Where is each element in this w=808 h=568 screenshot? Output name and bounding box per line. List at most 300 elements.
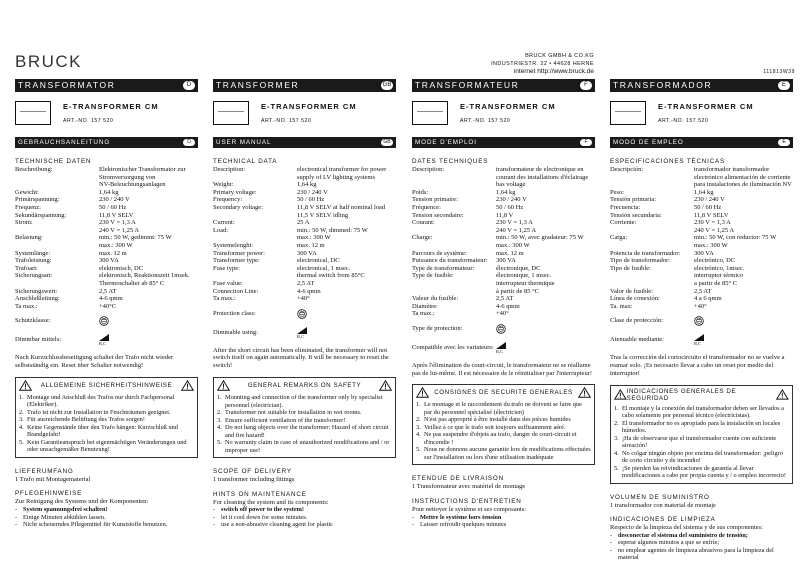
spec-value: 230 V = 1,3 A <box>496 219 533 227</box>
language-column-f <box>412 79 595 568</box>
spec-value: max.: 300 W <box>99 241 133 249</box>
safety-box <box>412 384 595 465</box>
spec-label: Current: <box>213 219 235 227</box>
care-item-text: Mettre le système hors tension <box>420 513 502 521</box>
spec-label: Ta max.: <box>15 302 38 310</box>
delivery-text: 1 transformador con material de montaje <box>610 501 716 509</box>
safety-item <box>614 405 789 420</box>
safety-item <box>217 417 392 425</box>
safety-item <box>614 420 789 435</box>
spec-value: min.: 50 W, dimmed: 75 W <box>297 226 368 234</box>
spec-row <box>610 196 793 204</box>
safety-box-title <box>614 388 789 402</box>
spec-label: Sicherungswert: <box>15 287 58 295</box>
protection-class-icon <box>694 316 704 326</box>
spec-value: transformador transformador <box>694 166 770 173</box>
spec-row <box>15 174 198 182</box>
warning-icon <box>776 389 789 400</box>
article-number: ART.-NO. 157 520 <box>63 118 114 124</box>
spec-row <box>15 280 198 288</box>
spec-label: Transformer type: <box>213 257 260 265</box>
spec-label <box>610 181 694 189</box>
manual-header-text: MODO DE EMPLEO <box>613 139 684 146</box>
language-badge: D <box>183 139 195 146</box>
spec-label <box>412 181 496 189</box>
care-dash: - <box>610 539 613 547</box>
safety-item <box>416 401 591 416</box>
protection-class-row <box>213 308 396 320</box>
dimmer-type-label: R,C <box>99 341 107 347</box>
spec-row <box>213 212 396 220</box>
manual-header-text: USER MANUAL <box>216 139 272 146</box>
warning-icon <box>578 387 591 398</box>
spec-label <box>412 227 496 235</box>
spec-row <box>610 288 793 296</box>
spec-row <box>412 204 595 212</box>
language-badge: D <box>183 81 195 90</box>
manual-header <box>213 137 396 148</box>
spec-label: Ta max.: <box>412 310 435 318</box>
safety-box <box>610 385 793 484</box>
spec-value: electronical transformer for power <box>297 166 387 173</box>
spec-row <box>610 257 793 265</box>
dimmer-icon <box>297 327 307 334</box>
language-badge: GB <box>381 139 393 146</box>
column-title-text: TRANSFORMER <box>216 80 300 90</box>
spec-value: max. 12 m <box>99 249 127 257</box>
safety-item-text: Für ausreichende Belüftung des Trafos sorgen! <box>27 416 145 424</box>
spec-label: Trafoart: <box>15 264 38 272</box>
care-item <box>15 514 198 522</box>
spec-value: 2,5 AT <box>297 279 315 287</box>
spec-label: Valeur du fusible: <box>412 295 459 303</box>
safety-item <box>217 394 392 409</box>
safety-item-number: 1. <box>19 393 24 401</box>
care-item <box>610 532 793 540</box>
dimmable-row <box>15 332 198 348</box>
spec-row <box>610 219 793 227</box>
spec-value: 240 V = 1,25 A <box>694 226 735 234</box>
spec-label: Frequenz: <box>15 203 41 211</box>
spec-row <box>610 234 793 242</box>
column-title-text: TRANSFORMADOR <box>613 80 713 90</box>
spec-label: Poids: <box>412 188 429 196</box>
product-name: E-TRANSFORMER CM <box>460 102 556 111</box>
care-dash: - <box>213 521 216 529</box>
dimmer-symbol <box>99 334 109 346</box>
spec-value: Stromversorgung von <box>99 173 156 181</box>
spec-row <box>15 257 198 265</box>
spec-label: Gewicht: <box>15 188 39 196</box>
spec-label: Trafoleistung: <box>15 257 52 265</box>
manual-header <box>15 137 198 148</box>
spec-row <box>213 257 396 265</box>
spec-row <box>610 181 793 189</box>
article-number: ART.-NO. 157 520 <box>460 118 511 124</box>
spec-label <box>15 227 99 235</box>
dimmer-type-label: R,C <box>694 341 702 347</box>
safety-box-title <box>217 380 392 391</box>
language-badge: F <box>580 139 592 146</box>
tech-data-heading: ESPECIFICACIONES TÉCNICAS <box>610 158 726 165</box>
care-dash: - <box>412 521 415 529</box>
protection-class-label: Schutzklasse: <box>15 317 51 325</box>
spec-value: 4 a 6 qmm <box>694 295 722 303</box>
spec-value: 230 / 240 V <box>496 196 527 204</box>
spec-row <box>213 280 396 288</box>
safety-item-text: Veillez à ce que le trafo soit toujours suffisamment aéré. <box>424 423 566 431</box>
spec-value: 230 V = 1,3 A <box>694 219 731 227</box>
care-dash: - <box>15 513 18 521</box>
product-row <box>15 99 198 133</box>
spec-label: Potencia de transformador: <box>610 249 681 257</box>
warning-icon <box>416 387 429 398</box>
product-row <box>610 99 793 133</box>
spec-row <box>412 272 595 280</box>
spec-label <box>412 280 496 288</box>
delivery-text: 1 transformer including fittings <box>213 476 295 484</box>
spec-value: interrupteur thermique <box>496 279 555 287</box>
spec-value: max. 12 m <box>297 241 325 249</box>
spec-label: Courant: <box>412 219 435 227</box>
spec-label: Frecuencia: <box>610 203 641 211</box>
spec-label <box>15 174 99 182</box>
spec-row <box>412 174 595 182</box>
short-circuit-note: Tras la corrección del cortocircuito el transformador no se vuelve a reamar solo. ¡Es necesario llevar a cabo un reset por medio del interruptor! <box>610 354 785 377</box>
product-row <box>213 99 396 133</box>
care-dash: - <box>15 521 18 529</box>
spec-value: +40°C <box>99 302 117 310</box>
spec-row <box>15 219 198 227</box>
dimmer-symbol <box>297 327 307 339</box>
spec-label: Belastung: <box>15 234 43 242</box>
safety-title-text: INDICACIONES GENERALES DE SEGURIDAD <box>626 387 737 402</box>
spec-row <box>213 250 396 258</box>
transformer-illustration <box>213 101 249 125</box>
care-item <box>213 514 396 522</box>
company-street: INDUSTRIESTR. 22 • 44628 HERNE <box>491 61 594 67</box>
product-name: E-TRANSFORMER CM <box>658 102 754 111</box>
safety-item-text: Mounting and connection of the transformer only by specialist personnel (electrician). <box>225 394 383 409</box>
care-dash: - <box>412 513 415 521</box>
spec-row <box>15 303 198 311</box>
spec-value: electrónico alimentación de corriente <box>694 173 791 181</box>
spec-value: Thermoschalter ab 85° C <box>99 279 165 287</box>
spec-row <box>412 242 595 250</box>
spec-label: Connection Line: <box>213 287 259 295</box>
spec-label <box>610 242 694 250</box>
spec-row <box>213 295 396 303</box>
safety-item-number: 3. <box>614 434 619 442</box>
spec-row <box>610 189 793 197</box>
spec-value: electrónico, 1msec. <box>694 264 745 272</box>
dimmer-type-label: R,C <box>297 333 305 339</box>
protection-class-label: Type de protection: <box>412 325 463 333</box>
spec-value: 300 VA <box>99 257 119 265</box>
spec-value: 4-6 qmm <box>297 287 321 295</box>
article-number: ART.-NO. 157 520 <box>261 118 312 124</box>
spec-value: thermal switch from 85°C <box>297 272 365 280</box>
manual-header-text: MODE D'EMPLOI <box>415 139 477 146</box>
spec-value: elektronisch, DC <box>99 264 144 272</box>
company-name: BRUCK GMBH & CO.KG <box>525 53 594 59</box>
spec-row <box>412 303 595 311</box>
spec-row <box>213 166 396 174</box>
short-circuit-note: Nach Kurzschlussbeseitigung schaltet der Trafo nicht wieder selbstständig ein. Reset über Schalter notwendig! <box>15 354 174 370</box>
spec-label: Secondary voltage: <box>213 203 263 211</box>
safety-item <box>614 450 789 465</box>
safety-item-number: 2. <box>217 409 222 417</box>
care-item <box>412 521 595 529</box>
spec-label: Type de transformateur: <box>412 264 475 272</box>
care-intro: For cleaning the system and its components: <box>213 498 329 506</box>
care-item-text: let it cool down for some minutes. <box>221 513 308 521</box>
spec-value: 240 V = 1,25 A <box>496 226 537 234</box>
language-column-gb <box>213 79 396 568</box>
spec-label: Parcours de système: <box>412 249 467 257</box>
spec-value: électronique, 1 msec. <box>496 272 552 280</box>
dimmable-row <box>610 332 793 348</box>
language-column-de <box>15 79 198 568</box>
spec-value: 11,8 V SELV <box>694 211 729 219</box>
care-intro: Respecto de la limpieza del sistema y de sus componentes: <box>610 524 763 532</box>
spec-value: 11,8 V <box>496 211 514 219</box>
protection-class-icon <box>99 316 109 326</box>
language-badge: E <box>778 81 790 90</box>
column-title <box>610 79 793 92</box>
spec-value: 50 / 60 Hz <box>99 203 127 211</box>
spec-label <box>610 280 694 288</box>
protection-class-row <box>15 315 198 327</box>
spec-value: 2,5 AT <box>496 295 514 303</box>
dimmable-label: Dimmbar mittels: <box>15 336 62 344</box>
spec-row <box>412 181 595 189</box>
spec-value: electrónico, DC <box>694 257 736 265</box>
spec-value: min.: 50 W, avec gradateur: 75 W <box>496 234 584 242</box>
warning-icon <box>614 389 627 400</box>
spec-value: supply of LV lighting systems <box>297 173 376 181</box>
spec-label: Fuse type: <box>213 264 240 272</box>
dimmer-icon <box>496 342 506 349</box>
safety-item-number: 4. <box>614 449 619 457</box>
protection-class-label: Clase de protección: <box>610 317 664 325</box>
spec-label: Charge: <box>412 234 433 242</box>
safety-item <box>19 416 194 424</box>
spec-label <box>412 174 496 182</box>
care-item-text: use a non-abrasive cleaning agent for plastic <box>221 521 333 529</box>
tech-data-heading: TECHNISCHE DATEN <box>15 158 92 165</box>
dimmer-symbol <box>694 334 704 346</box>
spec-label: Peso: <box>610 188 625 196</box>
spec-value: 11,8 V SELV <box>99 211 134 219</box>
safety-item-number: 3. <box>416 423 421 431</box>
spec-value: max.: 300 W <box>694 241 728 249</box>
care-dash: - <box>213 513 216 521</box>
spec-value: interruptor térmico <box>694 272 744 280</box>
safety-item-number: 5. <box>19 438 24 446</box>
spec-label: Valor de fusible: <box>610 287 653 295</box>
spec-label: Description: <box>412 166 445 173</box>
spec-label: Transformer power: <box>213 249 265 257</box>
spec-value: elektronisch, Reaktionszeit 1msek. <box>99 272 190 280</box>
spec-label: Sekundärspannung: <box>15 211 67 219</box>
spec-label: Systemlänge: <box>15 249 51 257</box>
safety-item <box>19 394 194 409</box>
safety-item-text: Montage und Anschluß des Trafos nur durch Fachpersonal (Elektriker). <box>27 393 175 409</box>
spec-label: Tension primaire: <box>412 196 458 204</box>
spec-row <box>412 234 595 242</box>
spec-value: 2,5 AT <box>99 287 117 295</box>
spec-row <box>15 181 198 189</box>
spec-label: Tensión secundaria: <box>610 211 662 219</box>
safety-item-text: El montaje y la conexión del transformador deben ser llevados a cabo solamente por personal técnico (electricistas). <box>622 404 784 420</box>
article-number: ART.-NO. 157 520 <box>658 118 709 124</box>
spec-label <box>213 212 297 220</box>
spec-row <box>213 272 396 280</box>
safety-item-text: Keine Gegenstände über den Trafo hängen: Kurzschluß und Brandgefahr! <box>27 423 178 439</box>
safety-item-text: Ne pas suspendre d'objets au trafo, danger de court-circuit et d'incendie ! <box>424 431 577 446</box>
protection-class-icon <box>297 309 307 319</box>
spec-label: Primary voltage: <box>213 188 257 196</box>
product-row <box>412 99 595 133</box>
safety-item-number: 4. <box>416 431 421 439</box>
spec-label <box>213 174 297 182</box>
tech-data-heading: DATES TECHNIQUES <box>412 158 489 165</box>
spec-value: 230 / 240 V <box>99 196 130 204</box>
dimmer-icon <box>99 334 109 341</box>
spec-label <box>213 272 297 280</box>
safety-item-text: Ensure sufficient ventilation of the transformer! <box>225 416 346 424</box>
spec-value: 2,5 AT <box>694 287 712 295</box>
product-name: E-TRANSFORMER CM <box>261 102 357 111</box>
safety-item-text: Do not hang objects over the transformer: Hazard of short circuit and fire hazard! <box>225 424 389 439</box>
spec-value: 300 VA <box>297 249 317 257</box>
spec-value: max. 12 m <box>496 249 524 257</box>
spec-row <box>15 196 198 204</box>
spec-value: +40° <box>496 310 509 318</box>
safety-item-number: 1. <box>614 404 619 412</box>
spec-value: 50 / 60 Hz <box>496 203 524 211</box>
spec-row <box>15 250 198 258</box>
safety-item-number: 1. <box>416 401 421 409</box>
safety-item <box>416 424 591 432</box>
warning-icon <box>217 380 230 391</box>
delivery-text: 1 Transformateur avec matériel de montage <box>412 483 526 491</box>
spec-value: 50 / 60 Hz <box>297 196 325 204</box>
care-dash: - <box>610 531 613 539</box>
safety-item-text: ¡Se pierden las reivindicaciones de garantía al llevar modificaciones a cabo por propia cuenta y / o empleo incorrecto! <box>622 464 787 480</box>
spec-value: 230 / 240 V <box>297 188 328 196</box>
spec-value: max.: 300 W <box>496 241 530 249</box>
safety-item-number: 3. <box>19 416 24 424</box>
spec-label: Corriente: <box>610 219 637 227</box>
safety-box <box>213 377 396 458</box>
spec-value: 230 V = 1,3 A <box>99 219 136 227</box>
spec-row <box>610 250 793 258</box>
spec-label: Ta max.: <box>213 295 236 303</box>
spec-value: 11,8 V SELV at half nominal load <box>297 203 386 211</box>
safety-item <box>19 424 194 439</box>
care-intro: Pour nettoyer le système et ses composants: <box>412 506 527 514</box>
spec-row <box>412 227 595 235</box>
protection-class-label: Protection class: <box>213 309 256 317</box>
safety-box <box>15 377 198 458</box>
spec-label: Carga: <box>610 234 628 242</box>
care-heading: INDICACIONES DE LIMPIEZA <box>610 516 716 524</box>
column-title <box>213 79 396 92</box>
spec-value: à partir de 85 °C <box>496 287 540 295</box>
spec-label: Línea de conexión: <box>610 295 660 303</box>
spec-value: 1,64 kg <box>99 188 119 196</box>
delivery-heading: SCOPE OF DELIVERY <box>213 468 292 476</box>
short-circuit-note: Après l'élimination du court-circuit, le transformateur ne se réallume pas de lui-même. Il est nécessaire de le réinitialiser par l'interrupteur! <box>412 361 593 377</box>
spec-row <box>15 288 198 296</box>
spec-row <box>412 219 595 227</box>
spec-row <box>15 295 198 303</box>
safety-item-text: Kein Garantieanspruch bei eigenmächtigen Veränderungen und oder unsachgemäßer Benutzung! <box>27 438 187 454</box>
spec-value: 1,64 kg <box>694 188 714 196</box>
manual-header-text: GEBRAUCHSANLEITUNG <box>18 139 111 146</box>
spec-label: Description: <box>213 166 246 173</box>
spec-value: 50 / 60 Hz <box>694 203 722 211</box>
safety-item-number: 4. <box>19 423 24 431</box>
safety-item-text: No warranty claim in case of unauthorized modifications and / or improper use! <box>225 439 390 454</box>
safety-item <box>217 409 392 417</box>
safety-item-text: No colgar ningún objeto por encima del transformador: ¡peligro de corto circuito y de incendio! <box>622 449 783 465</box>
spec-row <box>213 265 396 273</box>
spec-label: Ta. max: <box>610 302 633 310</box>
spec-value: +40° <box>297 295 310 303</box>
spec-row <box>412 295 595 303</box>
spec-row <box>15 242 198 250</box>
protection-class-row <box>412 323 595 335</box>
safety-title-text: CONSIGNES DE SECURITE GENERALES <box>434 389 573 397</box>
spec-row <box>412 257 595 265</box>
spec-label: Diamètre: <box>412 302 438 310</box>
spec-row <box>15 234 198 242</box>
spec-row <box>213 174 396 182</box>
spec-label: Descripción: <box>610 166 644 173</box>
spec-label: Systemelenght: <box>213 241 254 249</box>
spec-label: Beschreibung: <box>15 166 53 173</box>
care-item-text: System spannungsfrei schalten! <box>23 506 108 514</box>
short-circuit-note: After the short circuit has been eliminated, the transformer will not switch itself on again automatically. It will be necessary to reset the switch! <box>213 346 389 370</box>
language-column-e <box>610 79 793 568</box>
safety-title-text: GENERAL REMARKS ON SAFETY <box>247 382 362 390</box>
spec-label <box>412 242 496 250</box>
spec-label: Fréquence: <box>412 203 441 211</box>
spec-row <box>610 204 793 212</box>
spec-label <box>412 288 496 296</box>
spec-row <box>412 189 595 197</box>
column-title-text: TRANSFORMATOR <box>18 80 116 90</box>
spec-value: courant des installations d'éclairage <box>496 173 589 181</box>
care-item-text: Laisser refroidir quelques minutes <box>420 521 507 529</box>
spec-value: Elektronischer Transformator zur <box>99 166 186 173</box>
spec-row <box>610 272 793 280</box>
dimmable-label: Atenuable mediante: <box>610 336 664 344</box>
spec-row <box>610 295 793 303</box>
dimmer-icon <box>694 334 704 341</box>
safety-item-text: Transformer not suitable for installation in wet rooms. <box>225 409 362 417</box>
spec-label: Tension secondaire: <box>412 211 464 219</box>
safety-item-number: 2. <box>614 419 619 427</box>
safety-item-number: 1. <box>217 394 222 402</box>
transformer-illustration <box>610 101 646 125</box>
spec-label <box>15 280 99 288</box>
transformer-illustration <box>412 101 448 125</box>
spec-value: transformateur de electronique en <box>496 166 584 173</box>
